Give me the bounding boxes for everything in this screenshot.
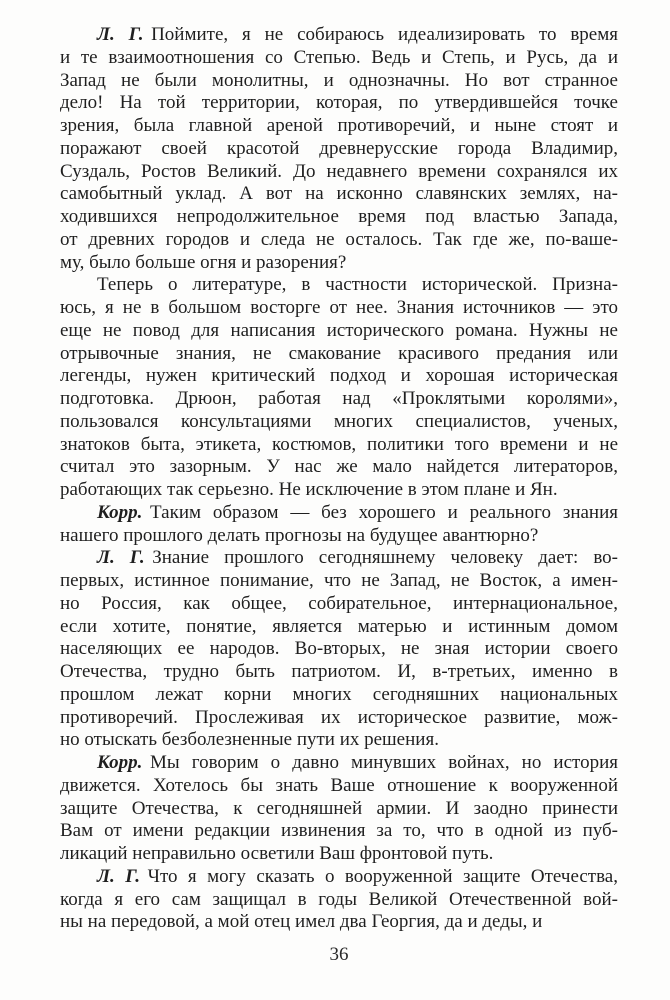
text-line: поражают своей красотой древнерусские города Владимир,	[60, 137, 618, 159]
text-line: ходившихся непродолжительное время под властью Запада,	[60, 206, 618, 227]
speaker-label: Л. Г.	[97, 24, 144, 45]
text-line	[60, 866, 618, 889]
paragraph	[60, 24, 618, 274]
text-line: Вам от имени редакции извинения за то, что в одной из пуб-	[60, 820, 618, 842]
text-line: от древних городов и следа не осталось. Так где же, по-ваше-	[60, 228, 618, 250]
text-line: знатоков быта, этикета, костюмов, политики того времени и не	[60, 433, 618, 455]
paragraph	[60, 547, 618, 752]
text-line	[60, 24, 618, 47]
text-line	[60, 752, 618, 775]
text-line: движется. Хотелось бы знать Ваше отношение к вооруженной	[60, 774, 618, 796]
text-line: пользовался консультациями многих специалистов, ученых,	[60, 410, 618, 432]
text-line: ликаций неправильно осветили Ваш фронтовой путь.	[60, 843, 494, 864]
line-text: Мы говорим о давно минувших войнах, но история	[150, 752, 618, 773]
text-line: населяющих ее народов. Во-вторых, не зная истории своего	[60, 638, 618, 660]
speaker-label: Л. Г.	[97, 547, 145, 569]
text-line: нашего прошлого делать прогнозы на будущее авантюрно?	[60, 524, 539, 546]
line-text: Что я могу сказать о вооруженной защите Отечества,	[147, 865, 618, 887]
speaker-label: Л. Г.	[97, 865, 141, 887]
text-line: но Россия, как общее, собирательное, интернациональное,	[60, 592, 618, 614]
text-line: юсь, я не в большом восторге от нее. Знания источников — это	[60, 297, 618, 318]
text-line: противоречий. Прослеживая их историческое развитие, мож-	[60, 706, 618, 728]
page-text	[60, 24, 618, 934]
text-line: ны на передовой, а мой отец имел два Георгия, да и деды, и	[60, 911, 543, 933]
text-line: Отечества, трудно быть патриотом. И, в-третьих, именно в	[60, 661, 618, 682]
paragraph	[60, 274, 618, 502]
text-line: считал это зазорным. У нас же мало найдется литераторов,	[60, 456, 618, 478]
paragraph	[60, 752, 618, 866]
paragraph	[60, 866, 618, 934]
text-line: еще не повод для написания исторического романа. Нужны не	[60, 319, 618, 341]
text-line: когда я его сам защищал в годы Великой Отечественной вой-	[60, 888, 618, 910]
line-text: Знание прошлого сегодняшнему человеку дает: во-	[152, 547, 618, 569]
text-line: Запад не были монолитны, и однозначны. Но вот странное	[60, 69, 618, 91]
text-line: подготовка. Дрюон, работая над «Проклятыми королями»,	[60, 388, 618, 409]
speaker-label: Корр.	[97, 501, 143, 523]
text-line: Теперь о литературе, в частности исторической. Призна-	[97, 274, 618, 296]
line-text: Таким образом — без хорошего и реального знания	[150, 501, 618, 523]
text-line: если хотите, понятие, является матерью и истинным домом	[60, 615, 618, 637]
text-line: первых, истинное понимание, что не Запад, не Восток, а имен-	[60, 570, 618, 591]
speaker-label: Корр.	[97, 752, 143, 773]
text-line: но отыскать безболезненные пути их решения.	[60, 729, 439, 751]
text-line	[60, 502, 618, 525]
text-line	[60, 547, 618, 570]
text-line: зрения, была главной ареной противоречий, и ныне стоят и	[60, 115, 618, 136]
text-line: му, было больше огня и разорения?	[60, 251, 347, 273]
text-line: прошлом лежат корни многих сегодняшних национальных	[60, 683, 618, 705]
text-line: легенды, нужен критический подход и хорошая историческая	[60, 365, 618, 387]
text-line: защите Отечества, к сегодняшней армии. И заодно принести	[60, 797, 618, 819]
text-line: Суздаль, Ростов Великий. До недавнего времени сохранялся их	[60, 160, 618, 182]
line-text: Поймите, я не собираюсь идеализировать то время	[151, 24, 618, 45]
text-line: дело! На той территории, которая, по утвердившейся точке	[60, 92, 618, 114]
text-line: отрывочные знания, не смакование красивого предания или	[60, 342, 618, 364]
paragraph	[60, 502, 618, 548]
text-line: самобытный уклад. А вот на исконно славянских землях, на-	[60, 183, 618, 205]
text-line: работающих так серьезно. Не исключение в этом плане и Ян.	[60, 479, 558, 500]
text-line: и те взаимоотношения со Степью. Ведь и Степь, и Русь, да и	[60, 46, 618, 68]
page-number: 36	[329, 944, 349, 965]
